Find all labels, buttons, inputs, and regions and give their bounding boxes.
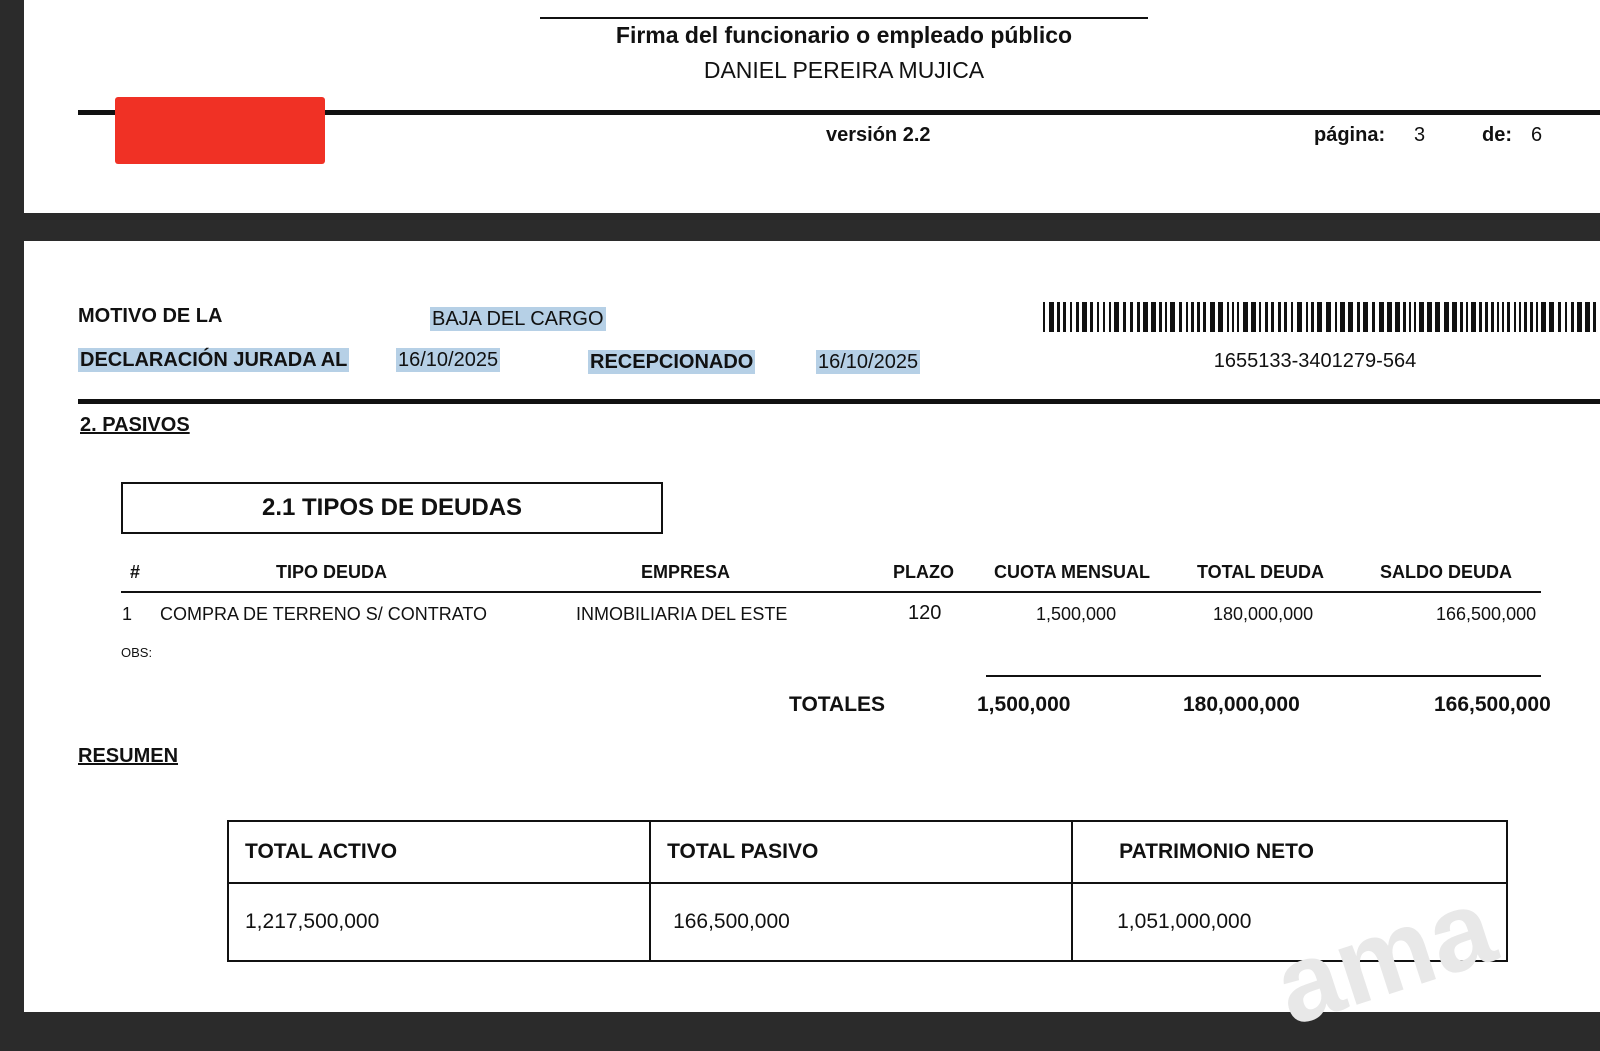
barcode-bar	[1170, 302, 1175, 332]
barcode-bar	[1251, 302, 1256, 332]
barcode-bar	[1278, 302, 1281, 332]
col-header-empresa: EMPRESA	[641, 562, 731, 582]
barcode-bar	[1043, 302, 1045, 332]
barcode-bar	[1466, 302, 1468, 332]
barcode-bar	[1577, 302, 1582, 332]
barcode-bar	[1271, 302, 1274, 332]
barcode-bar	[1497, 302, 1499, 332]
barcode-bar	[1485, 302, 1488, 332]
barcode-bar	[1435, 302, 1440, 332]
total-saldo: 166,500,000	[1434, 693, 1551, 716]
barcode-bar	[1306, 302, 1308, 332]
barcode-bar	[1372, 302, 1375, 332]
barcode-bar	[1097, 302, 1099, 332]
barcode-bar	[1057, 302, 1060, 332]
barcode-bar	[1565, 302, 1567, 332]
total-cuota: 1,500,000	[977, 693, 1071, 716]
barcode-bar	[1571, 302, 1574, 332]
barcode-bar	[1593, 302, 1596, 332]
recepcionado-label[interactable]: RECEPCIONADO	[590, 351, 754, 373]
obs-label: OBS:	[121, 645, 153, 660]
summary-value-activo: 1,217,500,000	[228, 883, 650, 961]
barcode-bar	[1460, 302, 1463, 332]
signature-line	[540, 17, 1148, 19]
barcode-bar	[1403, 302, 1406, 332]
barcode-bar	[1090, 302, 1093, 332]
barcode-bar	[1514, 302, 1516, 332]
barcode-bar	[1379, 302, 1384, 332]
barcode-bar	[1427, 302, 1432, 332]
barcode-bar	[1502, 302, 1504, 332]
barcode-bar	[1232, 302, 1234, 332]
summary-header-patrimonio: PATRIMONIO NETO	[1072, 821, 1507, 883]
col-header-tipo: TIPO DEUDA	[276, 562, 388, 582]
barcode-bar	[1536, 302, 1538, 332]
section-title-pasivos: 2. PASIVOS	[80, 414, 190, 436]
barcode-bar	[1284, 302, 1287, 332]
barcode-bar	[1103, 302, 1105, 332]
table-header-rule	[121, 591, 1541, 593]
declaracion-label[interactable]: DECLARACIÓN JURADA AL	[80, 349, 348, 371]
summary-value-patrimonio: 1,051,000,000	[1072, 883, 1507, 961]
barcode-bar	[1179, 302, 1182, 332]
barcode-bar	[1395, 302, 1400, 332]
barcode-bar	[1243, 302, 1248, 332]
signature-title: Firma del funcionario o empleado público	[615, 22, 1073, 48]
recepcionado-date[interactable]: 16/10/2025	[818, 351, 919, 373]
barcode-bar	[1297, 302, 1302, 332]
barcode-bar	[1159, 302, 1162, 332]
barcode-bar	[1348, 302, 1353, 332]
row-cuota: 1,500,000	[1036, 604, 1117, 624]
barcode-bar	[1130, 302, 1133, 332]
row-saldo: 166,500,000	[1436, 604, 1537, 624]
motivo-value[interactable]: BAJA DEL CARGO	[432, 308, 604, 330]
barcode-bar	[1479, 302, 1482, 332]
barcode-number: 1655133-3401279-564	[1213, 350, 1417, 372]
barcode-bar	[1114, 302, 1119, 332]
barcode-bar	[1335, 302, 1337, 332]
total-deuda: 180,000,000	[1183, 693, 1300, 716]
barcode-bar	[1444, 302, 1449, 332]
summary-header-pasivo: TOTAL PASIVO	[650, 821, 1072, 883]
barcode-bar	[1063, 302, 1066, 332]
header-rule	[78, 399, 1600, 404]
barcode-bar	[1109, 302, 1111, 332]
barcode-bar	[1558, 302, 1561, 332]
row-empresa: INMOBILIARIA DEL ESTE	[576, 604, 788, 624]
barcode-bar	[1237, 302, 1239, 332]
row-total: 180,000,000	[1213, 604, 1314, 624]
signatory-name: DANIEL PEREIRA MUJICA	[703, 57, 985, 83]
barcode-bar	[1530, 302, 1533, 332]
barcode-bar	[1137, 302, 1140, 332]
barcode-bar	[1265, 302, 1268, 332]
barcode-bar	[1357, 302, 1360, 332]
barcode-bar	[1143, 302, 1148, 332]
barcode-bar	[1070, 302, 1072, 332]
barcode-bar	[1387, 302, 1392, 332]
redaction-mark	[115, 97, 325, 164]
barcode-bar	[1049, 302, 1054, 332]
barcode-bar	[1340, 302, 1345, 332]
barcode-bar	[1419, 302, 1424, 332]
col-header-num: #	[130, 562, 141, 582]
barcode-bar	[1507, 302, 1510, 332]
barcode-bar	[1317, 302, 1322, 332]
barcode-bar	[1186, 302, 1188, 332]
barcode-bar	[1165, 302, 1167, 332]
barcode-bar	[1363, 302, 1368, 332]
col-header-cuota: CUOTA MENSUAL	[994, 562, 1150, 582]
watermark-text: ama	[1260, 863, 1509, 1049]
declaracion-date[interactable]: 16/10/2025	[398, 349, 499, 371]
barcode-bar	[1151, 302, 1156, 332]
version-label: versión 2.2	[826, 124, 931, 146]
barcode-bar	[1585, 302, 1590, 332]
row-plazo: 120	[908, 602, 942, 624]
page-label: página:	[1314, 124, 1386, 146]
barcode-bar	[1409, 302, 1411, 332]
motivo-label: MOTIVO DE LA	[78, 305, 223, 327]
page-total: 6	[1531, 124, 1543, 146]
barcode-bar	[1203, 302, 1206, 332]
barcode-bar	[1191, 302, 1194, 332]
col-header-plazo: PLAZO	[893, 562, 954, 582]
barcode-bar	[1414, 302, 1416, 332]
barcode-bar	[1541, 302, 1546, 332]
row-num: 1	[122, 604, 133, 624]
barcode-bar	[1549, 302, 1554, 332]
totals-label: TOTALES	[789, 693, 886, 716]
section-title-resumen: RESUMEN	[78, 745, 179, 767]
barcode-bar	[1326, 302, 1331, 332]
subsection-title-deudas: 2.1 TIPOS DE DEUDAS	[121, 482, 663, 534]
barcode-bar	[1491, 302, 1494, 332]
barcode-bar	[1123, 302, 1126, 332]
col-header-saldo: SALDO DEUDA	[1380, 562, 1513, 582]
row-tipo: COMPRA DE TERRENO S/ CONTRATO	[160, 604, 488, 624]
barcode-bar	[1452, 302, 1457, 332]
barcode-bar	[1076, 302, 1079, 332]
barcode-bar	[1227, 302, 1229, 332]
barcode-bar	[1210, 302, 1215, 332]
barcode-bar	[1524, 302, 1527, 332]
barcode-bar	[1311, 302, 1314, 332]
barcode-bar	[1197, 302, 1200, 332]
barcode-bar	[1218, 302, 1223, 332]
col-header-total: TOTAL DEUDA	[1197, 562, 1325, 582]
summary-header-activo: TOTAL ACTIVO	[228, 821, 650, 883]
barcode-bar	[1259, 302, 1261, 332]
summary-value-pasivo: 166,500,000	[650, 883, 1072, 961]
totals-rule	[986, 675, 1541, 677]
barcode-bar	[1519, 302, 1521, 332]
page-number: 3	[1414, 124, 1426, 146]
of-label: de:	[1482, 124, 1512, 146]
barcode-bar	[1082, 302, 1087, 332]
barcode-image	[1043, 302, 1600, 332]
barcode-bar	[1291, 302, 1293, 332]
barcode-bar	[1471, 302, 1476, 332]
